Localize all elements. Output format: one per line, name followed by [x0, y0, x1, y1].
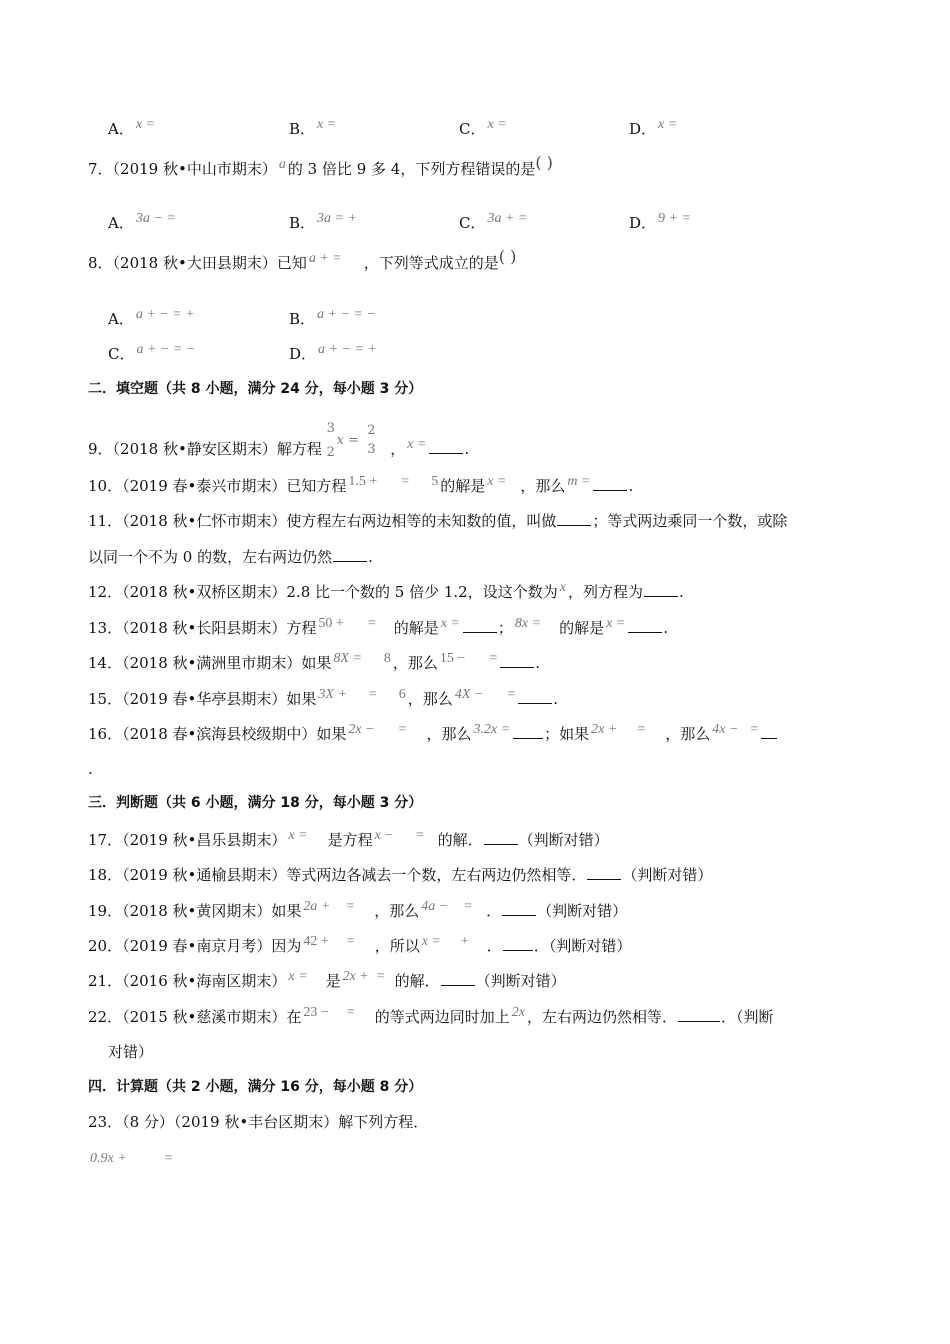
answer-blank[interactable]	[513, 724, 543, 739]
question-23: 23．（8 分）（2019 秋•丰台区期末）解下列方程．	[88, 1113, 429, 1131]
question-20: 20．（2019 春•南京月考）因为 42 + = ，所以 x = + ． ．（判断对错）	[88, 934, 632, 955]
question-18: 18．（2019 秋•通榆县期末）等式两边各减去一个数，左右两边仍然相等． （判断对错）	[88, 866, 713, 884]
q7-option-d: D． 9 + =	[629, 211, 691, 232]
question-16-end: .	[88, 760, 93, 778]
q6-option-c: C． x =	[459, 117, 507, 138]
question-22-line-2: 对错）	[108, 1043, 154, 1061]
answer-blank[interactable]	[593, 476, 627, 491]
section-4-heading: 四．计算题（共 2 小题，满分 16 分，每小题 8 分）	[88, 1079, 423, 1095]
answer-blank[interactable]	[587, 865, 621, 880]
q6-option-b: B． x =	[289, 117, 337, 138]
section-3-heading: 三．判断题（共 6 小题，满分 18 分，每小题 3 分）	[88, 795, 423, 811]
answer-blank[interactable]	[678, 1007, 720, 1022]
q8-option-b: B． a + − = −	[289, 307, 376, 328]
answer-blank[interactable]	[518, 689, 552, 704]
answer-blank[interactable]	[463, 618, 497, 633]
question-22: 22．（2015 秋•慈溪市期末）在 23 − = 的等式两边同时加上 2x ，左右两边仍然相等． ．（判断	[88, 1005, 774, 1026]
question-14: 14．（2018 秋•满洲里市期末）如果 8X = 8 ，那么 15 − = .	[88, 651, 540, 672]
question-8: 8．（2018 秋•大田县期末）已知 a + = ，下列等式成立的是( )	[88, 247, 517, 272]
question-7: 7．（2019 秋•中山市期末） a 的 3 倍比 9 多 4，下列方程错误的是( )	[88, 153, 553, 178]
q7-option-a: A． 3a − =	[108, 211, 176, 232]
answer-paren: ( )	[498, 247, 517, 266]
question-23-equation: 0.9x + =	[90, 1151, 173, 1166]
answer-blank[interactable]	[333, 547, 367, 562]
q6-option-c-expr: x =	[487, 117, 507, 132]
fraction-3-over-2: 3 2 x =	[326, 421, 359, 460]
question-9: 9．（2018 秋•静安区期末）解方程 3 2 x = 2 3 ， x = .	[88, 421, 470, 460]
question-11: 11．（2018 秋•仁怀市期末）使方程左右两边相等的未知数的值，叫做 ；等式两边乘同一个数，或除	[88, 512, 788, 530]
answer-blank[interactable]	[557, 511, 591, 526]
q7-option-c: C． 3a + =	[459, 211, 528, 232]
question-15: 15．（2019 春•华亭县期末）如果 3X + = 6 ，那么 4X − = .	[88, 687, 558, 708]
q8-option-d: D． a + − = +	[289, 342, 377, 363]
q8-option-c: C． a + − = −	[108, 342, 196, 363]
q7-option-b: B． 3a = +	[289, 211, 357, 232]
answer-blank[interactable]	[761, 724, 777, 739]
answer-blank[interactable]	[441, 971, 475, 986]
answer-blank[interactable]	[644, 582, 678, 597]
q6-option-d: D． x =	[629, 117, 678, 138]
q6-option-a-expr: x =	[135, 117, 156, 132]
section-2-heading: 二．填空题（共 8 小题，满分 24 分，每小题 3 分）	[88, 381, 423, 397]
question-11-line-2: 以同一个不为 0 的数，左右两边仍然 .	[88, 548, 373, 566]
answer-blank[interactable]	[484, 830, 518, 845]
answer-blank[interactable]	[500, 653, 534, 668]
question-12: 12．（2018 秋•双桥区期末）2.8 比一个数的 5 倍少 1.2，设这个数为 x ，列方程为 .	[88, 580, 684, 601]
q6-option-d-expr: x =	[658, 117, 678, 132]
question-17: 17．（2019 秋•昌乐县期末） x = 是方程 x − = 的解． （判断对错）	[88, 828, 609, 849]
question-21: 21．（2016 秋•海南区期末） x = 是 2x + = 的解． （判断对错）	[88, 969, 566, 990]
answer-blank[interactable]	[503, 936, 533, 951]
question-10: 10．（2019 春•泰兴市期末）已知方程 1.5 + = 5 的解是 x = ，那么 m = .	[88, 474, 634, 495]
answer-blank[interactable]	[429, 439, 463, 454]
q8-option-a: A． a + − = +	[108, 307, 195, 328]
fraction-rhs: 2 3	[367, 423, 376, 457]
answer-blank[interactable]	[628, 618, 662, 633]
q6-option-b-expr: x =	[317, 117, 337, 132]
question-19: 19．（2018 秋•黄冈期末）如果 2a + = ，那么 4a − = ． （判断对错）	[88, 899, 628, 920]
q6-option-a: A． x =	[108, 117, 156, 138]
question-16: 16．（2018 春•滨海县校级期中）如果 2x − = ，那么 3.2x = ；如果 2x + = ，那么 4x − =	[88, 723, 778, 747]
question-13: 13．（2018 秋•长阳县期末）方程 50 + = 的解是 x = ； 8x = 的解是 x = .	[88, 616, 669, 637]
answer-paren: ( )	[535, 153, 553, 172]
answer-blank[interactable]	[502, 901, 536, 916]
